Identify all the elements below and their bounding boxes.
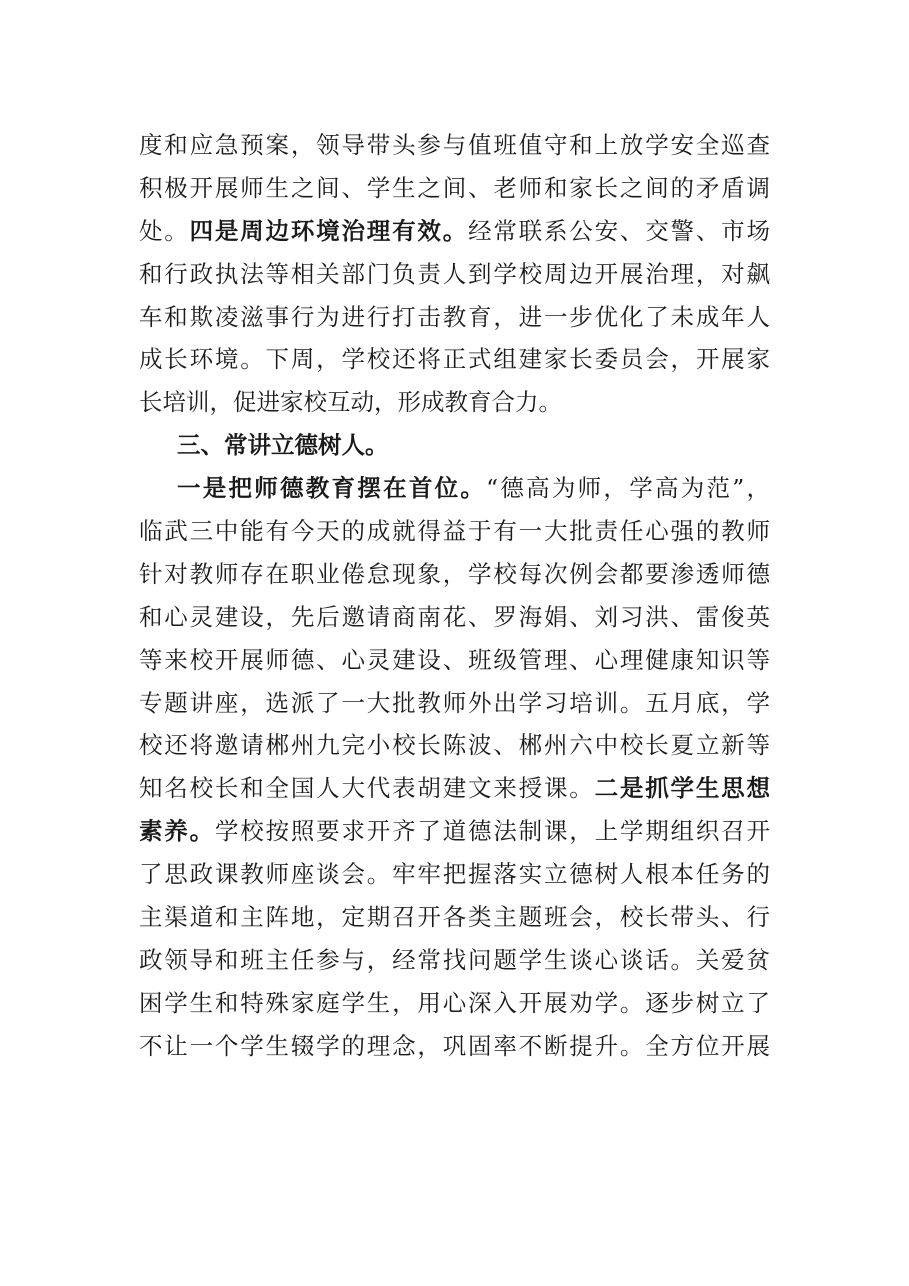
text-line <box>139 296 770 339</box>
text-segment: 专题讲座，选派了一大批教师外出学习培训。五月底，学 <box>139 688 770 717</box>
text-segment: “德高为师，学高为范”， <box>486 474 770 503</box>
text-segment: 处。 <box>139 216 190 245</box>
text-line <box>139 167 770 210</box>
text-segment: 学校按照要求开齐了道德法制课，上学期组织召开 <box>214 817 770 846</box>
text-line <box>139 810 770 853</box>
text-line <box>139 853 770 896</box>
text-line <box>139 553 770 596</box>
text-segment: 车和欺凌滋事行为进行打击教育，进一步优化了未成年人 <box>139 302 770 331</box>
text-segment: 了思政课教师座谈会。牢牢把握落实立德树人根本任务的 <box>139 860 770 889</box>
bold-phrase: 素养。 <box>139 817 215 846</box>
text-line <box>139 896 770 939</box>
text-line <box>139 510 770 553</box>
text-segment: 主渠道和主阵地，定期召开各类主题班会，校长带头、行 <box>139 903 770 932</box>
text-line <box>139 939 770 982</box>
text-line <box>139 381 770 424</box>
text-segment: 等来校开展师德、心灵建设、班级管理、心理健康知识等 <box>139 645 770 674</box>
text-segment: 临武三中能有今天的成就得益于有一大批责任心强的教师 <box>139 517 770 546</box>
text-line <box>139 253 770 296</box>
text-line <box>139 682 770 725</box>
text-line <box>139 982 770 1025</box>
text-line <box>139 124 770 167</box>
bold-phrase: 二是抓学生思想 <box>594 774 770 803</box>
text-segment: 知名校长和全国人大代表胡建文来授课。 <box>139 774 595 803</box>
text-line <box>139 467 770 510</box>
text-segment: 针对教师存在职业倦怠现象，学校每次例会都要渗透师德 <box>139 559 770 588</box>
document-body <box>139 124 770 1068</box>
text-line <box>139 1025 770 1068</box>
text-segment: 和心灵建设，先后邀请商南花、罗海娟、刘习洪、雷俊英 <box>139 602 770 631</box>
bold-phrase: 三、常讲立德树人。 <box>177 431 389 460</box>
text-line <box>139 338 770 381</box>
text-line <box>139 639 770 682</box>
text-line <box>139 210 770 253</box>
text-segment: 积极开展师生之间、学生之间、老师和家长之间的矛盾调 <box>139 173 770 202</box>
bold-phrase: 一是把师德教育摆在首位。 <box>177 474 487 503</box>
text-segment: 政领导和班主任参与，经常找问题学生谈心谈话。关爱贫 <box>139 945 770 974</box>
text-segment: 困学生和特殊家庭学生，用心深入开展劝学。逐步树立了 <box>139 988 770 1017</box>
text-segment: 和行政执法等相关部门负责人到学校周边开展治理，对飙 <box>139 259 770 288</box>
text-segment: 成长环境。下周，学校还将正式组建家长委员会，开展家 <box>139 345 770 374</box>
text-line <box>139 767 770 810</box>
text-segment: 经常联系公安、交警、市场 <box>468 216 770 245</box>
text-segment: 校还将邀请郴州九完小校长陈波、郴州六中校长夏立新等 <box>139 731 770 760</box>
text-line <box>139 596 770 639</box>
bold-phrase: 四是周边环境治理有效。 <box>189 216 469 245</box>
text-line <box>139 724 770 767</box>
section-heading <box>139 424 770 467</box>
text-segment: 长培训，促进家校互动，形成教育合力。 <box>139 388 562 417</box>
text-segment: 不让一个学生辍学的理念，巩固率不断提升。全方位开展 <box>139 1031 770 1060</box>
text-segment: 度和应急预案，领导带头参与值班值守和上放学安全巡查 <box>139 131 770 159</box>
